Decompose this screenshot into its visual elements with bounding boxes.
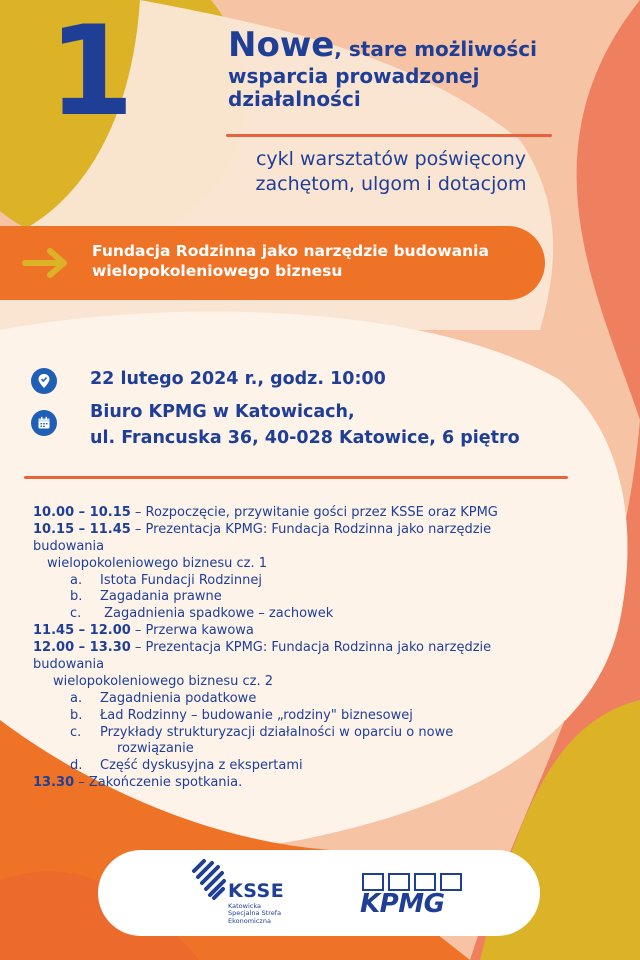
agenda-subitem (33, 573, 563, 590)
agenda-item (33, 623, 563, 640)
calendar-icon (31, 410, 57, 436)
subtitle-line1: cykl warsztatów poświęcony (255, 148, 527, 170)
subitem-text: Ład Rodzinny – budowanie „rodziny" biznesowej (100, 707, 413, 723)
agenda-text-cont: wielopokoleniowego biznesu cz. 2 (53, 673, 273, 689)
topic-line2: wielopokoleniowego biznesu (92, 262, 343, 281)
subitem-text: Zagadnienia spadkowe – zachowek (100, 606, 334, 622)
subitem-text: Część dyskusyjna z ekspertami (100, 758, 303, 774)
ksse-sub-line: Katowicka (228, 902, 261, 910)
location-pin-icon (31, 368, 57, 394)
agenda-subitem (33, 708, 563, 725)
agenda-item (33, 775, 563, 792)
subitem-letter: b. (70, 589, 83, 605)
ksse-sub-line: Ekonomiczna (228, 916, 271, 925)
topic-line1: Fundacja Rodzinna jako narzędzie budowania (92, 242, 489, 260)
kpmg-logo-text: KPMG (360, 889, 445, 919)
subitem-letter: b. (70, 707, 83, 723)
agenda-text: – Prezentacja KPMG: Fundacja Rodzinna jako narzędzie (130, 521, 492, 537)
title-line3: działalności (228, 87, 361, 112)
agenda-subitem (33, 589, 563, 606)
agenda-text-cont: budowania (33, 657, 105, 673)
subitem-text: Istota Fundacji Rodzinnej (100, 572, 262, 588)
subitem-text: Przykłady strukturyzacji działalności w oparciu o nowe (100, 724, 454, 740)
event-place-line2: ul. Francuska 36, 40-028 Katowice, 6 piętro (90, 428, 520, 449)
page-title (228, 26, 628, 111)
subitem-text: Zagadania prawne (100, 589, 222, 605)
partner-logos-bar (98, 850, 540, 936)
ksse-subtitle (228, 903, 308, 925)
subitem-letter: a. (70, 572, 83, 588)
agenda-text: – Prezentacja KPMG: Fundacja Rodzinna jako narzędzie (130, 640, 492, 656)
agenda-subitem (33, 758, 563, 775)
subitem-letter: c. (70, 606, 82, 622)
agenda (33, 505, 563, 792)
subitem-letter: a. (70, 690, 83, 706)
agenda-text: – Rozpoczęcie, przywitanie gości przez KSSE oraz KPMG (130, 505, 498, 520)
event-place (90, 399, 520, 452)
agenda-subitem (33, 606, 563, 623)
workshop-number: 1 (48, 0, 133, 144)
agenda-text: – Przerwa kawowa (130, 623, 254, 639)
subitem-text: Zagadnienia podatkowe (100, 690, 257, 706)
agenda-item (33, 522, 563, 539)
ksse-logo-icon (190, 858, 230, 910)
agenda-subitem (33, 691, 563, 708)
title-divider (226, 134, 552, 137)
event-date: 22 lutego 2024 r., godz. 10:00 (90, 369, 386, 389)
subtitle (226, 147, 556, 196)
agenda-text-cont: rozwiązanie (117, 741, 194, 757)
agenda-item (33, 505, 563, 522)
agenda-text-cont: budowania (33, 538, 105, 554)
subtitle-line2: zachętom, ulgom i dotacjom (255, 172, 527, 195)
agenda-time: 10.00 – 10.15 (33, 505, 131, 520)
agenda-subitem (33, 725, 563, 742)
ksse-name: KSSE (228, 880, 285, 902)
subitem-letter: c. (70, 724, 82, 740)
topic-banner-text (92, 241, 542, 281)
arrow-right-icon (22, 246, 72, 280)
info-divider (24, 476, 568, 479)
agenda-time: 12.00 – 13.30 (33, 640, 131, 656)
agenda-text-cont: wielopokoleniowego biznesu cz. 1 (47, 555, 267, 571)
agenda-time: 13.30 (33, 775, 75, 791)
agenda-time: 10.15 – 11.45 (33, 521, 131, 537)
agenda-time: 11.45 – 12.00 (33, 623, 131, 639)
agenda-item (33, 640, 563, 657)
event-place-line1: Biuro KPMG w Katowicach, (90, 402, 355, 422)
subitem-letter: d. (70, 758, 83, 774)
agenda-text: – Zakończenie spotkania. (74, 775, 243, 791)
title-line1: , stare możliwości (334, 37, 537, 61)
title-word: Nowe (228, 25, 335, 65)
title-line2: wsparcia prowadzonej (228, 64, 480, 89)
ksse-sub-line: Specjalna Strefa (228, 909, 282, 918)
